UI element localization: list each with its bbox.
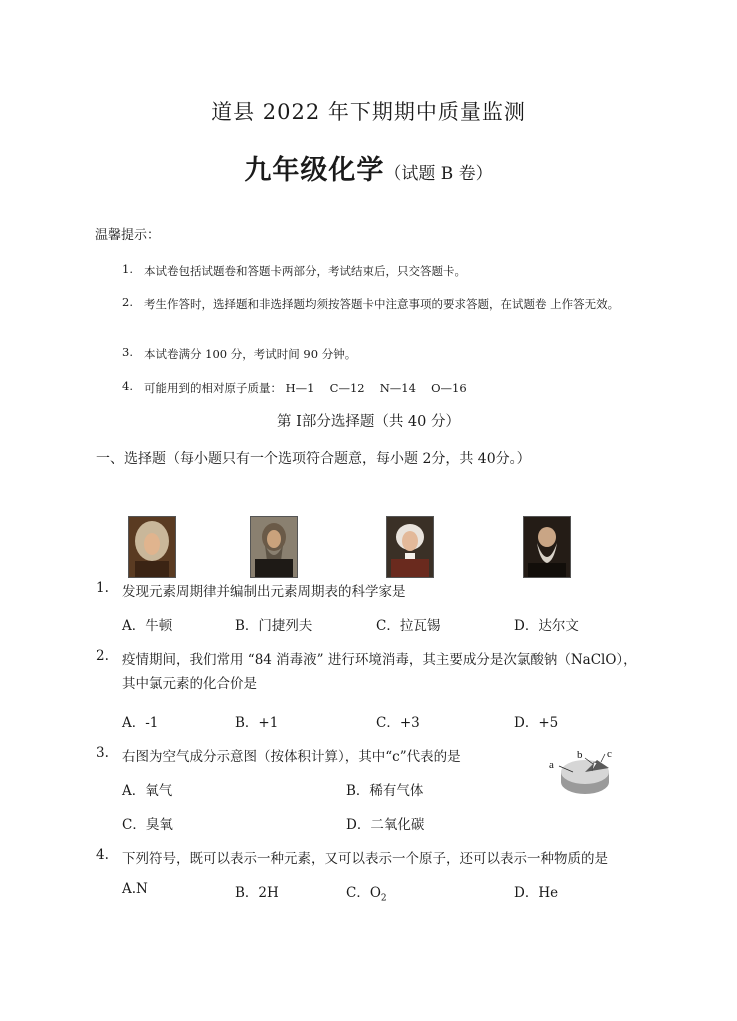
question-number: 2. [96, 648, 109, 664]
question-number: 4. [96, 847, 109, 863]
question-1 [96, 580, 636, 598]
hint-item [122, 295, 642, 331]
mendeleev-portrait [250, 516, 298, 578]
paper-variant: （试题 B 卷） [384, 164, 493, 184]
hint-item [122, 345, 642, 363]
option-c: C．臭氧 [122, 817, 173, 833]
subject-title: 九年级化学 [244, 155, 385, 186]
lavoisier-portrait [386, 516, 434, 578]
hint-item [122, 262, 642, 280]
hint-number: 4. [122, 379, 133, 393]
darwin-portrait [523, 516, 571, 578]
hint-text: 考生作答时，选择题和非选择题均须按答题卡中注意事项的要求答题，在试题卷 上作答无效。 [144, 297, 620, 311]
question-text: 发现元素周期律并编制出元素周期表的科学家是 [122, 584, 406, 600]
hint-text: 本试卷满分 100 分，考试时间 90 分钟。 [144, 347, 357, 361]
option-c: C．+3 [376, 715, 420, 731]
question-number: 3. [96, 745, 109, 761]
figure-label-b: b [577, 749, 583, 761]
question-number: 1. [96, 580, 109, 596]
question-4 [96, 847, 656, 865]
option-b: B．+1 [235, 715, 279, 731]
option-c-subscript: 2 [380, 893, 387, 904]
question-text: 右图为空气成分示意图（按体积计算），其中“c”代表的是 [122, 749, 461, 765]
hint-text: 本试卷包括试题卷和答题卡两部分，考试结束后，只交答题卡。 [144, 264, 466, 278]
option-a: A．牛顿 [122, 618, 173, 634]
question-3 [96, 745, 556, 763]
question-2 [96, 648, 656, 692]
hints-title: 温馨提示： [95, 228, 161, 243]
option-c [346, 881, 387, 904]
option-d: D．二氧化碳 [346, 817, 425, 833]
option-a: A.N [122, 881, 148, 897]
exam-subtitle [0, 148, 737, 187]
figure-label-c: c [607, 748, 612, 760]
hint-number: 1. [122, 262, 133, 276]
option-c-text: C．O [346, 885, 381, 901]
option-b: B．2H [235, 885, 279, 901]
option-d: D．+5 [514, 715, 559, 731]
option-d: D．He [514, 885, 559, 901]
option-b: B．门捷列夫 [235, 618, 313, 634]
option-a: A．氧气 [122, 783, 173, 799]
hint-number: 2. [122, 295, 133, 309]
question-text: 疫情期间，我们常用 “84 消毒液” 进行环境消毒，其主要成分是次氯酸钠（NaClO）， [122, 652, 637, 668]
question-text: 下列符号，既可以表示一种元素，又可以表示一个原子，还可以表示一种物质的是 [122, 851, 608, 867]
part-title: 第 Ⅰ部分选择题（共 40 分） [276, 414, 460, 430]
exam-title: 道县 2022 年下期期中质量监测 [211, 100, 526, 124]
figure-label-a: a [549, 759, 554, 771]
air-composition-figure [545, 746, 620, 802]
option-d: D．达尔文 [514, 618, 579, 634]
hint-number: 3. [122, 345, 133, 359]
newton-portrait [128, 516, 176, 578]
hint-item [122, 379, 642, 397]
question-text-line2: 其中氯元素的化合价是 [122, 676, 257, 692]
section-title: 一、选择题（每小题只有一个选项符合题意，每小题 2分，共 40分。） [96, 451, 531, 467]
option-a: A．-1 [122, 715, 159, 731]
hint-text: 可能用到的相对原子质量： H—1 C—12 N—14 O—16 [144, 381, 467, 395]
option-b: B．稀有气体 [346, 783, 424, 799]
option-c: C．拉瓦锡 [376, 618, 441, 634]
